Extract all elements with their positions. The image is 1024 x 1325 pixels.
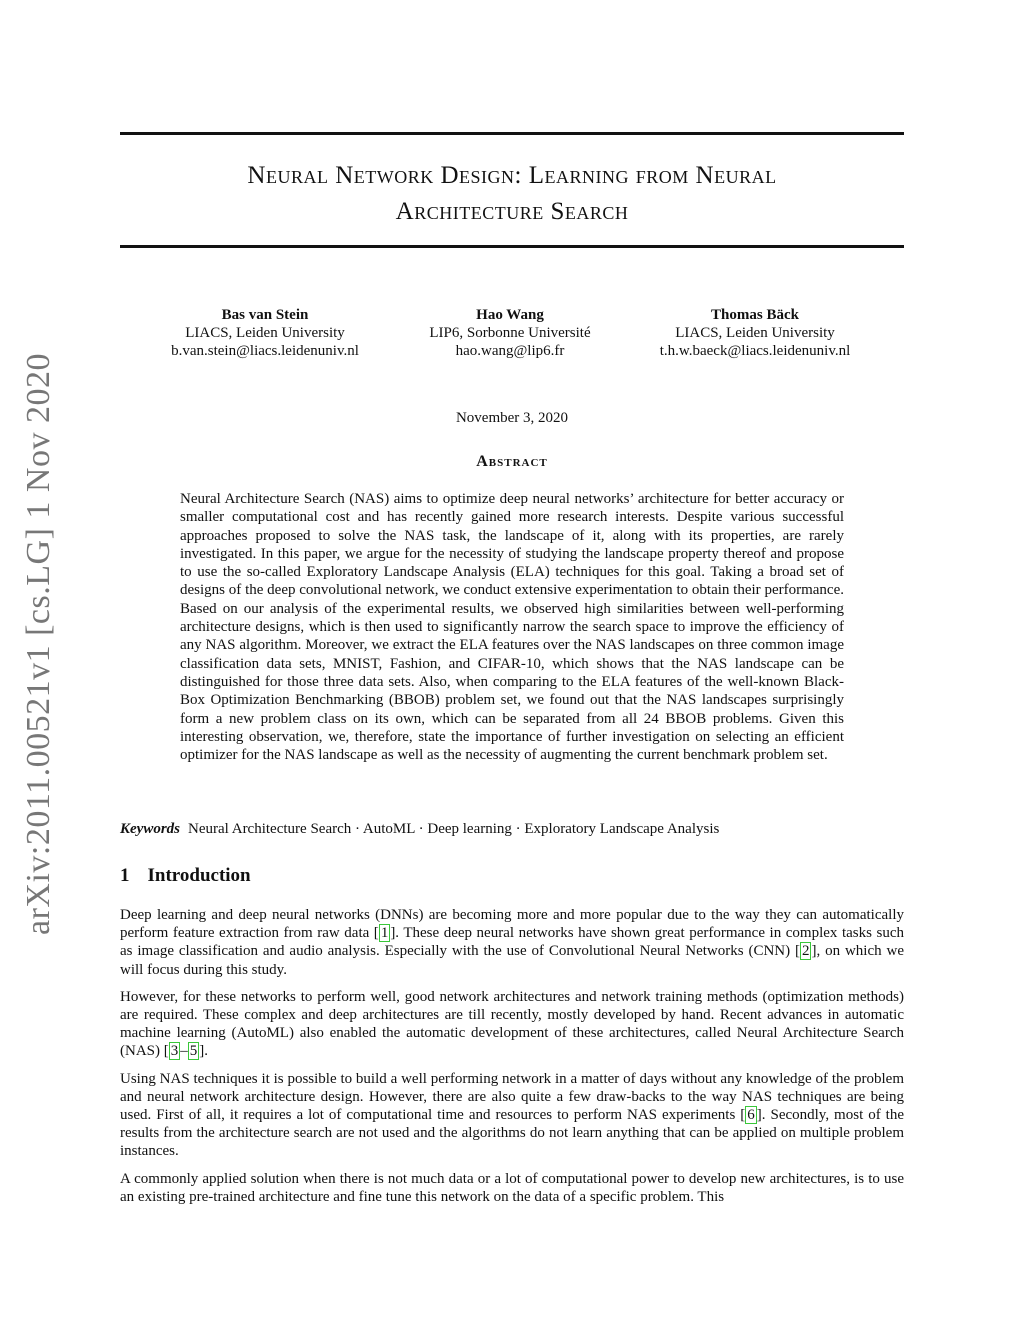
paragraph-text: However, for these networks to perform well, good network architectures and network training methods (optimization methods) are required. These complex and deep architectures are till recently, mostly developed by hand. Recent advances in automatic machine learning (AutoML) also enabled the automatic development of these architectures, called Neural Architecture Search (NAS) [	[120, 988, 904, 1060]
citation-link[interactable]: 6	[747, 1107, 755, 1124]
title-top-rule	[120, 132, 904, 135]
section-number: 1	[120, 865, 130, 886]
paper-title	[120, 158, 904, 230]
author-email: hao.wang@lip6.fr	[455, 343, 565, 359]
author-block	[120, 306, 904, 366]
paragraph: A commonly applied solution when there is not much data or a lot of computational power to develop new architectures, is to use an existing pre-trained architecture and fine tune this network on the data of a specific problem. This	[120, 1170, 904, 1205]
keywords-line	[120, 820, 904, 838]
author-name: Bas van Stein	[221, 307, 309, 323]
abstract-heading: Abstract	[476, 453, 548, 470]
paragraph-text: Using NAS techniques it is possible to build a well performing network in a matter of days without any knowledge of the problem and neural network architecture design. However, there are also quite a few draw-backs to the way NAS techniques are being used. First of all, it requires a lot of computational time and resources to perform NAS experiments [	[120, 1070, 904, 1124]
citation-link[interactable]: 1	[380, 925, 389, 942]
citation-link[interactable]: 2	[801, 943, 810, 960]
introduction-body	[120, 906, 904, 1215]
publication-date: November 3, 2020	[455, 410, 569, 426]
author-email: t.h.w.baeck@liacs.leidenuniv.nl	[659, 343, 851, 359]
author-3	[590, 306, 920, 360]
author-affiliation: LIP6, Sorbonne Université	[429, 325, 591, 341]
author-name: Thomas Bäck	[711, 307, 799, 323]
paragraph-text: ], on which we will focus during this study.	[120, 943, 904, 978]
paragraph-text: ]. These deep neural networks have shown great performance in complex tasks such as image classification and audio analysis. Especially with the use of Convolutional Neural Networks (CNN) [	[120, 925, 904, 960]
paragraph	[120, 906, 904, 979]
paragraph-text: Deep learning and deep neural networks (DNNs) are becoming more and more popular due to the way they can automatically perform feature extraction from raw data [	[120, 907, 904, 942]
paragraph	[120, 988, 904, 1061]
author-email: b.van.stein@liacs.leidenuniv.nl	[171, 343, 359, 359]
author-affiliation: LIACS, Leiden University	[185, 325, 345, 341]
paper-title-line-2: Architecture Search	[395, 198, 629, 225]
abstract-body: Neural Architecture Search (NAS) aims to optimize deep neural networks’ architecture for better accuracy or smaller computational cost and has recently gained more research interests. Despite various successful approaches proposed to solve the NAS task, the landscape of it, along with its properties, are rarely investigated. In this paper, we argue for the necessity of studying the landscape property thereof and propose to use the so-called Exploratory Landscape Analysis (ELA) techniques for this goal. Taking a broad set of designs of the deep convolutional network, we conduct extensive experimentation to obtain their performance. Based on our analysis of the experimental results, we observed high similarities between well-performing architecture designs, which is then used to significantly narrow the search space to improve the efficiency of any NAS algorithm. Moreover, we extract the ELA features over the NAS landscapes on three common image classification data sets, MNIST, Fashion, and CIFAR-10, which shows that the NAS landscape can be distinguished for those three data sets. Also, when comparing to the ELA features of the well-known Black-Box Optimization Benchmarking (BBOB) problem set, we found out that the NAS landscapes surprisingly form a new problem class on its own, which can be separated from all 24 BBOB problems. Given this interesting observation, we, therefore, state the importance of further investigation on selecting an efficient optimizer for the NAS landscape as well as the necessity of augmenting the current benchmark problem set.	[180, 491, 844, 764]
citation-link[interactable]: 5	[189, 1043, 198, 1060]
paragraph	[120, 1070, 904, 1161]
citation-range-dash: –	[180, 1043, 188, 1060]
arxiv-identifier-stamp: arXiv:2011.00521v1 [cs.LG] 1 Nov 2020	[20, 353, 57, 935]
section-title: Introduction	[147, 865, 251, 886]
keywords-text: Neural Architecture Search · AutoML · Deep learning · Exploratory Landscape Analysis	[188, 821, 720, 837]
author-name: Hao Wang	[476, 307, 544, 323]
section-heading	[120, 865, 251, 887]
title-bottom-rule	[120, 245, 904, 248]
author-affiliation: LIACS, Leiden University	[675, 325, 835, 341]
paragraph-text: ]. Secondly, most of the results from the architecture search are not used and the algorithms do not learn anything that can be applied on multiple problem instances.	[120, 1107, 905, 1160]
paragraph-text: ].	[199, 1043, 208, 1060]
keywords-label: Keywords	[120, 821, 180, 837]
citation-link[interactable]: 3	[170, 1043, 179, 1060]
paper-title-line-1: Neural Network Design: Learning from Neural	[247, 162, 777, 189]
